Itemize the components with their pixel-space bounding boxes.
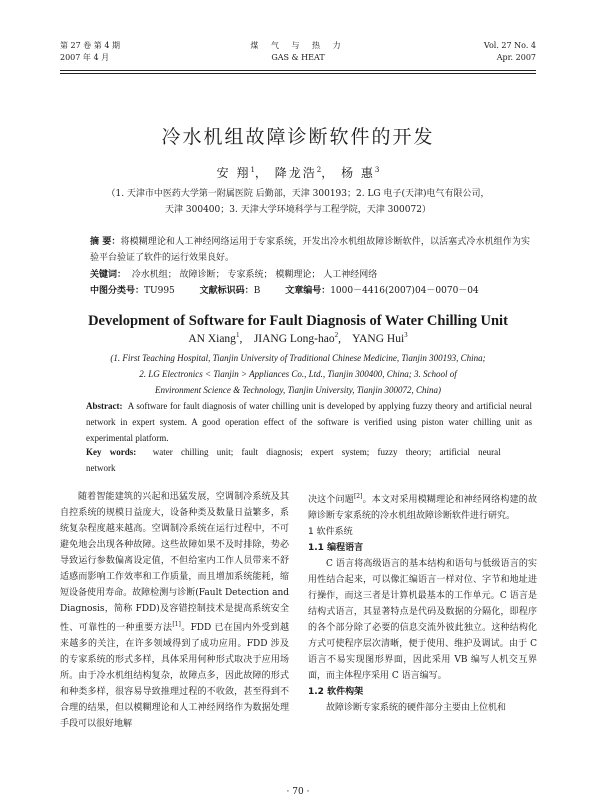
author-3-mark: 3 (374, 166, 380, 174)
body-paragraph (60, 489, 289, 732)
author-1-en: AN Xiang (188, 332, 236, 345)
affiliation-cn-line: 天津 300400；3. 天津大学环境科学与工程学院，天津 300072） (165, 205, 431, 215)
article-no-value: 1000－4416(2007)04－0070－04 (330, 286, 479, 296)
keywords-en-text: water chilling unit; fault diagnosis; expert system; fuzzy theory; artificial neural network (86, 447, 501, 473)
body-paragraph (308, 489, 537, 524)
subsection-heading: 1.2 软件构架 (308, 687, 364, 697)
author-3-cn: 杨 惠 (341, 166, 375, 180)
body-text: 。本文对采用模糊理论和神经网络构建的故障诊断专家系统的冷水机组故障诊断软件进行研究。 (308, 495, 537, 521)
author-2-cn: 降龙浩 (274, 166, 317, 180)
author-1-cn: 安 翔 (216, 166, 251, 180)
citation-ref: [1] (172, 621, 181, 628)
subsection-heading: 1.1 编程语言 (308, 543, 364, 553)
author-3-mark-en: 3 (404, 331, 408, 339)
authors-cn: 安 翔$^1$， 降龙浩$^2$， 杨 惠$^3$ (216, 166, 380, 180)
citation-ref: [2] (353, 493, 363, 500)
abstract-cn (90, 234, 530, 266)
body-text: 决这个问题 (308, 495, 354, 505)
page-number: · 70 · (286, 787, 310, 797)
abstract-en (86, 398, 532, 446)
keywords-cn (90, 267, 530, 283)
body-column-left (60, 489, 289, 732)
abstract-en-label: Abstract: (86, 401, 123, 411)
doc-code-value: B (253, 286, 261, 296)
affiliation-en-line: (1. First Teaching Hospital, Tianjin University of Traditional Chinese Medicine, Tianjin 300193, China; (110, 353, 486, 363)
body-paragraph: C 语言将高级语言的基本结构和语句与低级语言的实用性结合起来，可以像汇编语言一样对位、字节和地址进行操作，而这三者是计算机最基本的工作单元。C 语言是结构式语言，其显著特点是代码及数据的分隔化，即程序的各个部分除了必要的信息交流外彼此独立。这种结构化方式可使程序层次清晰，便于使用、维护及调试。由于 C 语言不易实现图形界面，因此采用 VB 编写人机交互界面，而主体程序采用 C 语言编写。 (308, 559, 537, 681)
header-volume-issue: 第 27 卷 第 4 期 (60, 41, 120, 50)
keywords-en (86, 444, 532, 476)
authors-en: AN Xiang$^1$, JIANG Long-hao$^2$, YANG Hui$^3$ (188, 331, 408, 345)
author-2-en: JIANG Long-hao (253, 332, 335, 345)
abstract-cn-text: 将模糊理论和人工神经网络运用于专家系统，开发出冷水机组故障诊断软件，以活塞式冷水机组作为实验平台验证了软件的运行效果良好。 (90, 237, 530, 263)
affiliations-en (50, 350, 546, 398)
abstract-en-text: A software for fault diagnosis of water chilling unit is developed by applying fuzzy theory and artificial neural network in expert system. A good operation effect of the software is verified using piston water chilling unit as experimental platform. (86, 401, 532, 443)
keywords-cn-label: 关键词： (90, 270, 127, 280)
keywords-en-label: Key words: (86, 447, 137, 457)
journal-name-cn: 煤 气 与 热 力 (250, 41, 346, 50)
header-rule (60, 70, 536, 71)
clc-label: 中图分类号： (90, 286, 145, 296)
header-date-cn: 2007 年 4 月 (60, 53, 110, 62)
body-column-right (308, 489, 537, 716)
author-3-en: YANG Hui (352, 332, 405, 345)
article-no-label: 文章编号： (285, 286, 331, 296)
journal-name-en: GAS & HEAT (271, 53, 325, 62)
article-title-cn: 冷水机组故障诊断软件的开发 (161, 126, 435, 148)
body-text: 随着智能建筑的兴起和迅猛发展，空调制冷系统及其自控系统的规模日益庞大，设备种类及数量日益繁多，系统复杂程度越来越高。空调制冷系统在运行过程中，不可避免地会出现各种故障。这些故障如果不及时排除，势必导致运行参数偏离设定值，不但给室内工作人员带来不舒适感而影响工作效率和工作质量，而且增加系统能耗，缩短设备使用寿命。故障检测与诊断(Fault Detection and Diagnosis，简称 FDD)及容错控制技术是提高系统安全性、可靠性的一种重要方法 (60, 492, 289, 633)
affiliation-en-line: Environment Science & Technology, Tianjin University, Tianjin 300072, China) (154, 385, 442, 395)
doc-code-label: 文献标识码： (199, 286, 254, 296)
clc-value: TU995 (144, 286, 175, 296)
header-vol-no-en: Vol. 27 No. 4 (483, 41, 536, 50)
section-heading: 1 软件系统 (308, 527, 353, 537)
running-header (60, 40, 536, 70)
author-2-mark: 2 (316, 166, 322, 174)
author-1-mark: 1 (250, 166, 255, 174)
header-journal (60, 40, 536, 64)
keywords-cn-text: 冷水机组； 故障诊断； 专家系统； 模糊理论； 人工神经网络 (131, 270, 378, 280)
affiliations-cn (40, 186, 556, 218)
body-paragraph: 故障诊断专家系统的硬件部分主要由上位机和 (326, 703, 507, 713)
header-date-en: Apr. 2007 (496, 53, 536, 62)
author-1-mark-en: 1 (235, 331, 240, 339)
classification-cn (90, 283, 530, 299)
article-title-en: Development of Software for Fault Diagnosis of Water Chilling Unit (88, 313, 508, 329)
header-rule-thin (60, 73, 536, 74)
affiliation-cn-line: （1. 天津市中医药大学第一附属医院 后勤部，天津 300193；2. LG 电子(天津)电气有限公司， (106, 189, 490, 199)
author-2-mark-en: 2 (334, 331, 339, 339)
body-text: 。FDD 已在国内外受到越来越多的关注，在许多领域得到了成功应用。FDD 涉及的专家系统的形式多样，具体采用何种形式取决于应用场所。由于冷水机组结构复杂，故障点多，因此故障的形式和种类多样，很容易导致推理过程的不收敛，甚至得到不合理的结果，但以模糊理论和人工神经网络作为数据处理手段可以很好地解 (60, 623, 289, 729)
header-volume-en (484, 40, 536, 64)
abstract-cn-label: 摘 要： (90, 237, 121, 247)
affiliation-en-line: 2. LG Electronics < Tianjin > Appliances Co., Ltd., Tianjin 300400, China; 3. School of (139, 369, 457, 379)
